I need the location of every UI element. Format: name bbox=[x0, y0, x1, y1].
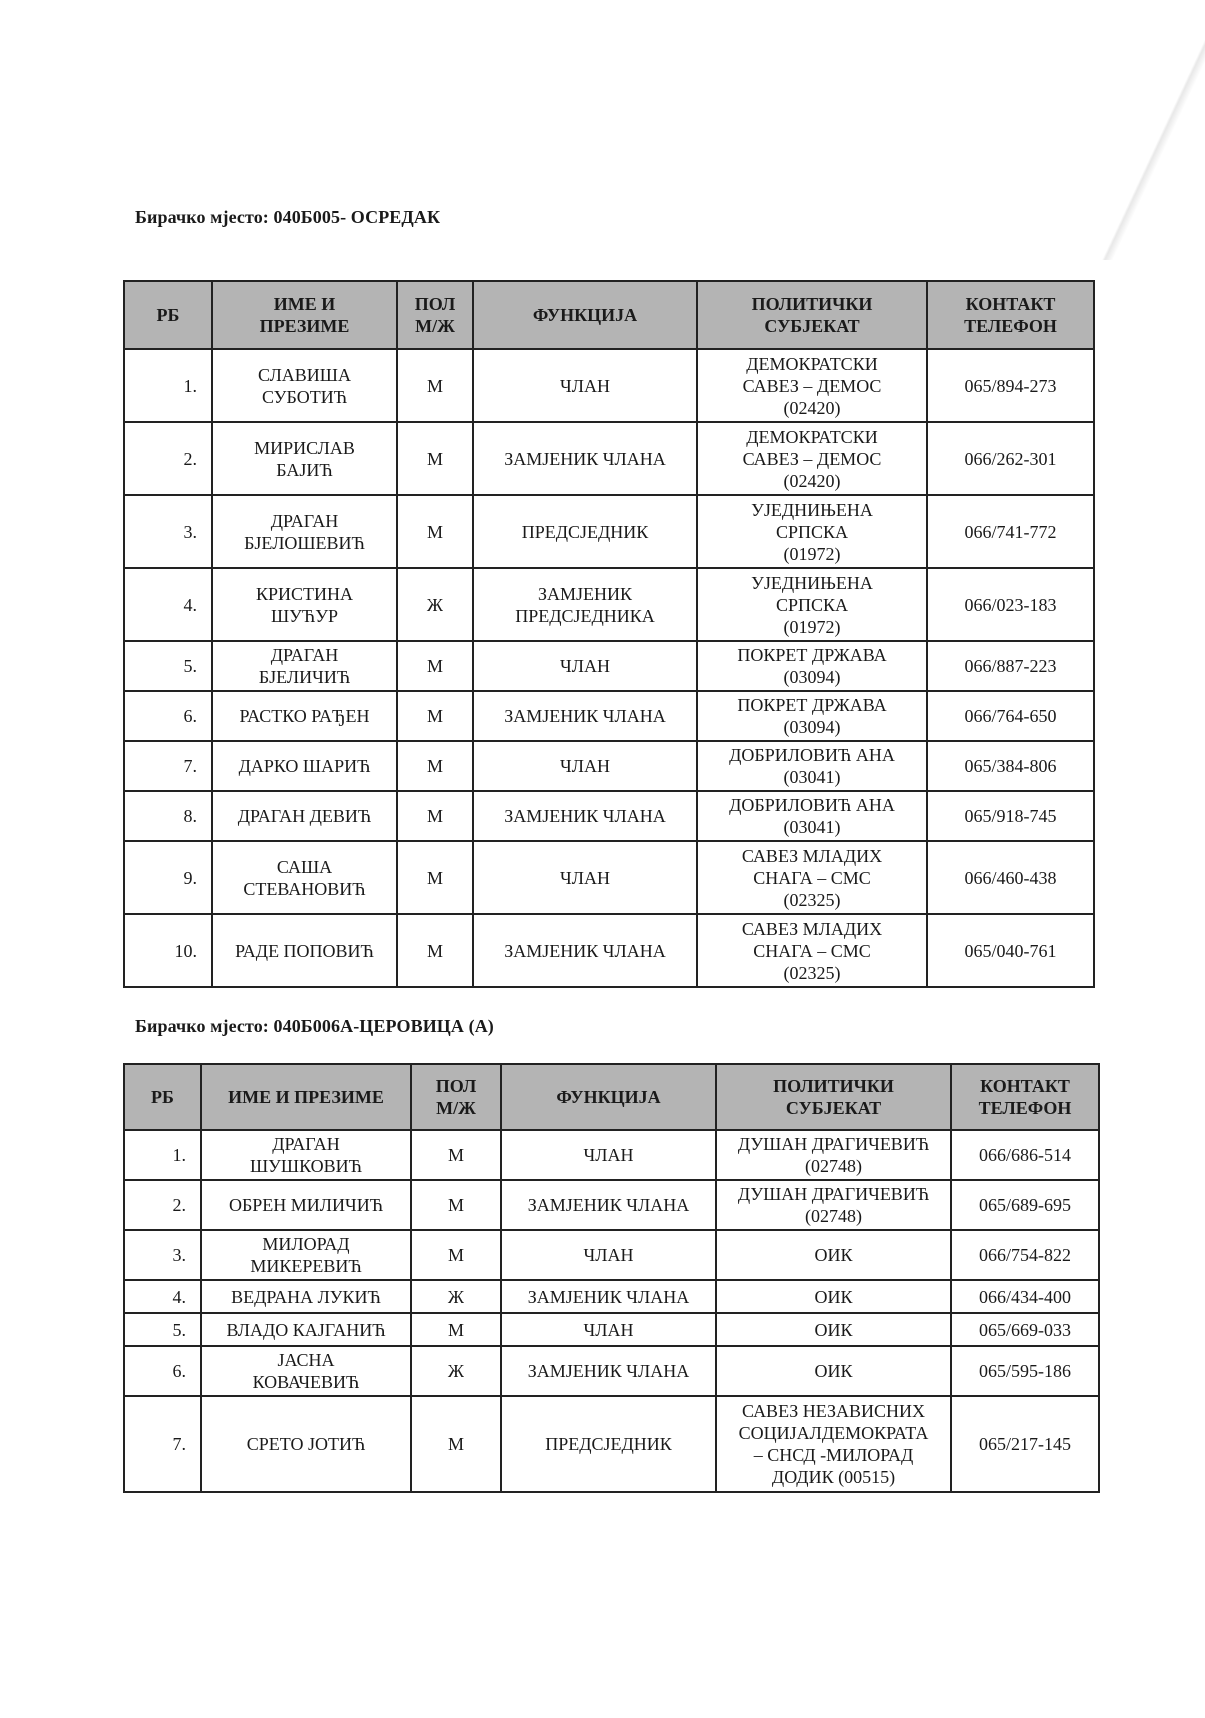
col-header-sex: ПОЛ М/Ж bbox=[397, 281, 473, 349]
table-row bbox=[124, 1396, 1099, 1492]
cell-rb: 4. bbox=[124, 568, 212, 641]
cell-name: ОБРЕН МИЛИЧИЋ bbox=[201, 1180, 411, 1230]
table-row bbox=[124, 914, 1094, 987]
cell-party: ДУШАН ДРАГИЧЕВИЋ (02748) bbox=[716, 1130, 951, 1180]
cell-phone: 066/887-223 bbox=[927, 641, 1094, 691]
cell-function: ЗАМЈЕНИК ЧЛАНА bbox=[501, 1346, 716, 1396]
cell-rb: 2. bbox=[124, 422, 212, 495]
cell-rb: 1. bbox=[124, 1130, 201, 1180]
cell-sex: М bbox=[411, 1180, 501, 1230]
cell-name: СЛАВИША СУБОТИЋ bbox=[212, 349, 397, 422]
cell-phone: 066/262-301 bbox=[927, 422, 1094, 495]
cell-sex: М bbox=[411, 1396, 501, 1492]
cell-name: САША СТЕВАНОВИЋ bbox=[212, 841, 397, 914]
table-header-row bbox=[124, 281, 1094, 349]
col-header-phone: КОНТАКТ ТЕЛЕФОН bbox=[951, 1064, 1099, 1130]
cell-name: МИЛОРАД МИКЕРЕВИЋ bbox=[201, 1230, 411, 1280]
table-header-row bbox=[124, 1064, 1099, 1130]
table-row bbox=[124, 1346, 1099, 1396]
cell-rb: 2. bbox=[124, 1180, 201, 1230]
cell-phone: 065/040-761 bbox=[927, 914, 1094, 987]
cell-name: ЈАСНА КОВАЧЕВИЋ bbox=[201, 1346, 411, 1396]
cell-name: ВЕДРАНА ЛУКИЋ bbox=[201, 1280, 411, 1313]
cell-name: РАДЕ ПОПОВИЋ bbox=[212, 914, 397, 987]
cell-function: ЗАМЈЕНИК ЧЛАНА bbox=[501, 1180, 716, 1230]
cell-function: ЗАМЈЕНИК ЧЛАНА bbox=[501, 1280, 716, 1313]
cell-party: ДОБРИЛОВИЋ АНА (03041) bbox=[697, 741, 927, 791]
cell-phone: 065/669-033 bbox=[951, 1313, 1099, 1346]
scan-page-edge bbox=[1055, 0, 1205, 260]
cell-name: ДРАГАН БЈЕЛИЧИЋ bbox=[212, 641, 397, 691]
col-header-party: ПОЛИТИЧКИ СУБЈЕКАТ bbox=[697, 281, 927, 349]
cell-phone: 066/741-772 bbox=[927, 495, 1094, 568]
cell-function: ЧЛАН bbox=[473, 841, 697, 914]
cell-phone: 066/023-183 bbox=[927, 568, 1094, 641]
cell-name: ДАРКО ШАРИЋ bbox=[212, 741, 397, 791]
cell-phone: 065/217-145 bbox=[951, 1396, 1099, 1492]
cell-function: ЗАМЈЕНИК ПРЕДСЈЕДНИКА bbox=[473, 568, 697, 641]
cell-sex: М bbox=[411, 1230, 501, 1280]
cell-function: ЧЛАН bbox=[501, 1313, 716, 1346]
cell-function: ЧЛАН bbox=[473, 641, 697, 691]
cell-party: ОИК bbox=[716, 1230, 951, 1280]
cell-party: УЈЕДНИЊЕНА СРПСКА (01972) bbox=[697, 568, 927, 641]
cell-sex: М bbox=[397, 791, 473, 841]
cell-name: ВЛАДО КАЈГАНИЋ bbox=[201, 1313, 411, 1346]
polling-station-heading-1: Бирачко мјесто: 040Б005- ОСРЕДАК bbox=[135, 207, 441, 227]
cell-rb: 5. bbox=[124, 641, 212, 691]
cell-sex: М bbox=[411, 1130, 501, 1180]
cell-sex: М bbox=[397, 349, 473, 422]
col-header-phone: КОНТАКТ ТЕЛЕФОН bbox=[927, 281, 1094, 349]
cell-sex: Ж bbox=[411, 1280, 501, 1313]
polling-station-heading-2: Бирачко мјесто: 040Б006А-ЦЕРОВИЦА (А) bbox=[135, 1016, 494, 1036]
cell-party: ОИК bbox=[716, 1313, 951, 1346]
cell-rb: 4. bbox=[124, 1280, 201, 1313]
table-row bbox=[124, 841, 1094, 914]
table-row bbox=[124, 1130, 1099, 1180]
cell-function: ЧЛАН bbox=[501, 1130, 716, 1180]
cell-rb: 7. bbox=[124, 741, 212, 791]
cell-rb: 10. bbox=[124, 914, 212, 987]
cell-party: УЈЕДНИЊЕНА СРПСКА (01972) bbox=[697, 495, 927, 568]
table-row bbox=[124, 1180, 1099, 1230]
col-header-name: ИМЕ И ПРЕЗИМЕ bbox=[212, 281, 397, 349]
cell-name: РАСТКО РАЂЕН bbox=[212, 691, 397, 741]
cell-function: ЧЛАН bbox=[501, 1230, 716, 1280]
col-header-function: ФУНКЦИЈА bbox=[473, 281, 697, 349]
cell-party: ДЕМОКРАТСКИ САВЕЗ – ДЕМОС (02420) bbox=[697, 349, 927, 422]
cell-party: ОИК bbox=[716, 1280, 951, 1313]
cell-rb: 8. bbox=[124, 791, 212, 841]
cell-phone: 066/460-438 bbox=[927, 841, 1094, 914]
col-header-function: ФУНКЦИЈА bbox=[501, 1064, 716, 1130]
members-table-1 bbox=[123, 280, 1095, 988]
cell-phone: 065/689-695 bbox=[951, 1180, 1099, 1230]
table-row bbox=[124, 495, 1094, 568]
table-row bbox=[124, 1280, 1099, 1313]
col-header-rb: РБ bbox=[124, 1064, 201, 1130]
cell-name: КРИСТИНА ШУЋУР bbox=[212, 568, 397, 641]
cell-phone: 066/754-822 bbox=[951, 1230, 1099, 1280]
cell-name: СРЕТО ЈОТИЋ bbox=[201, 1396, 411, 1492]
cell-function: ПРЕДСЈЕДНИК bbox=[473, 495, 697, 568]
cell-sex: М bbox=[397, 495, 473, 568]
cell-function: ЗАМЈЕНИК ЧЛАНА bbox=[473, 791, 697, 841]
cell-name: МИРИСЛАВ БАЈИЋ bbox=[212, 422, 397, 495]
cell-function: ЗАМЈЕНИК ЧЛАНА bbox=[473, 422, 697, 495]
table-row bbox=[124, 641, 1094, 691]
table-row bbox=[124, 568, 1094, 641]
cell-rb: 5. bbox=[124, 1313, 201, 1346]
cell-sex: М bbox=[411, 1313, 501, 1346]
cell-party: ПОКРЕТ ДРЖАВА (03094) bbox=[697, 641, 927, 691]
col-header-rb: РБ bbox=[124, 281, 212, 349]
members-table-2 bbox=[123, 1063, 1100, 1493]
cell-name: ДРАГАН ШУШКОВИЋ bbox=[201, 1130, 411, 1180]
cell-party: САВЕЗ МЛАДИХ СНАГА – СМС (02325) bbox=[697, 841, 927, 914]
cell-rb: 9. bbox=[124, 841, 212, 914]
cell-party: ДОБРИЛОВИЋ АНА (03041) bbox=[697, 791, 927, 841]
cell-function: ЧЛАН bbox=[473, 349, 697, 422]
cell-party: САВЕЗ МЛАДИХ СНАГА – СМС (02325) bbox=[697, 914, 927, 987]
cell-party: ПОКРЕТ ДРЖАВА (03094) bbox=[697, 691, 927, 741]
cell-phone: 065/595-186 bbox=[951, 1346, 1099, 1396]
col-header-party: ПОЛИТИЧКИ СУБЈЕКАТ bbox=[716, 1064, 951, 1130]
cell-rb: 6. bbox=[124, 691, 212, 741]
table-row bbox=[124, 1230, 1099, 1280]
table-row bbox=[124, 741, 1094, 791]
cell-phone: 065/384-806 bbox=[927, 741, 1094, 791]
cell-function: ЗАМЈЕНИК ЧЛАНА bbox=[473, 914, 697, 987]
table-row bbox=[124, 349, 1094, 422]
cell-rb: 6. bbox=[124, 1346, 201, 1396]
cell-sex: М bbox=[397, 422, 473, 495]
cell-sex: Ж bbox=[397, 568, 473, 641]
cell-phone: 065/894-273 bbox=[927, 349, 1094, 422]
cell-function: ЗАМЈЕНИК ЧЛАНА bbox=[473, 691, 697, 741]
cell-phone: 065/918-745 bbox=[927, 791, 1094, 841]
cell-party: ОИК bbox=[716, 1346, 951, 1396]
cell-sex: М bbox=[397, 741, 473, 791]
cell-sex: М bbox=[397, 691, 473, 741]
cell-phone: 066/764-650 bbox=[927, 691, 1094, 741]
table-row bbox=[124, 422, 1094, 495]
cell-sex: М bbox=[397, 914, 473, 987]
cell-sex: М bbox=[397, 641, 473, 691]
table-row bbox=[124, 791, 1094, 841]
cell-party: ДЕМОКРАТСКИ САВЕЗ – ДЕМОС (02420) bbox=[697, 422, 927, 495]
cell-party: ДУШАН ДРАГИЧЕВИЋ (02748) bbox=[716, 1180, 951, 1230]
cell-rb: 1. bbox=[124, 349, 212, 422]
cell-function: ЧЛАН bbox=[473, 741, 697, 791]
cell-name: ДРАГАН БЈЕЛОШЕВИЋ bbox=[212, 495, 397, 568]
cell-function: ПРЕДСЈЕДНИК bbox=[501, 1396, 716, 1492]
cell-rb: 7. bbox=[124, 1396, 201, 1492]
table-row bbox=[124, 1313, 1099, 1346]
cell-sex: М bbox=[397, 841, 473, 914]
cell-phone: 066/686-514 bbox=[951, 1130, 1099, 1180]
cell-rb: 3. bbox=[124, 495, 212, 568]
cell-rb: 3. bbox=[124, 1230, 201, 1280]
cell-party: САВЕЗ НЕЗАВИСНИХ СОЦИЈАЛДЕМОКРАТА – СНСД -МИЛОРАД ДОДИК (00515) bbox=[716, 1396, 951, 1492]
col-header-sex: ПОЛ М/Ж bbox=[411, 1064, 501, 1130]
cell-sex: Ж bbox=[411, 1346, 501, 1396]
table-row bbox=[124, 691, 1094, 741]
cell-name: ДРАГАН ДЕВИЋ bbox=[212, 791, 397, 841]
col-header-name: ИМЕ И ПРЕЗИМЕ bbox=[201, 1064, 411, 1130]
cell-phone: 066/434-400 bbox=[951, 1280, 1099, 1313]
